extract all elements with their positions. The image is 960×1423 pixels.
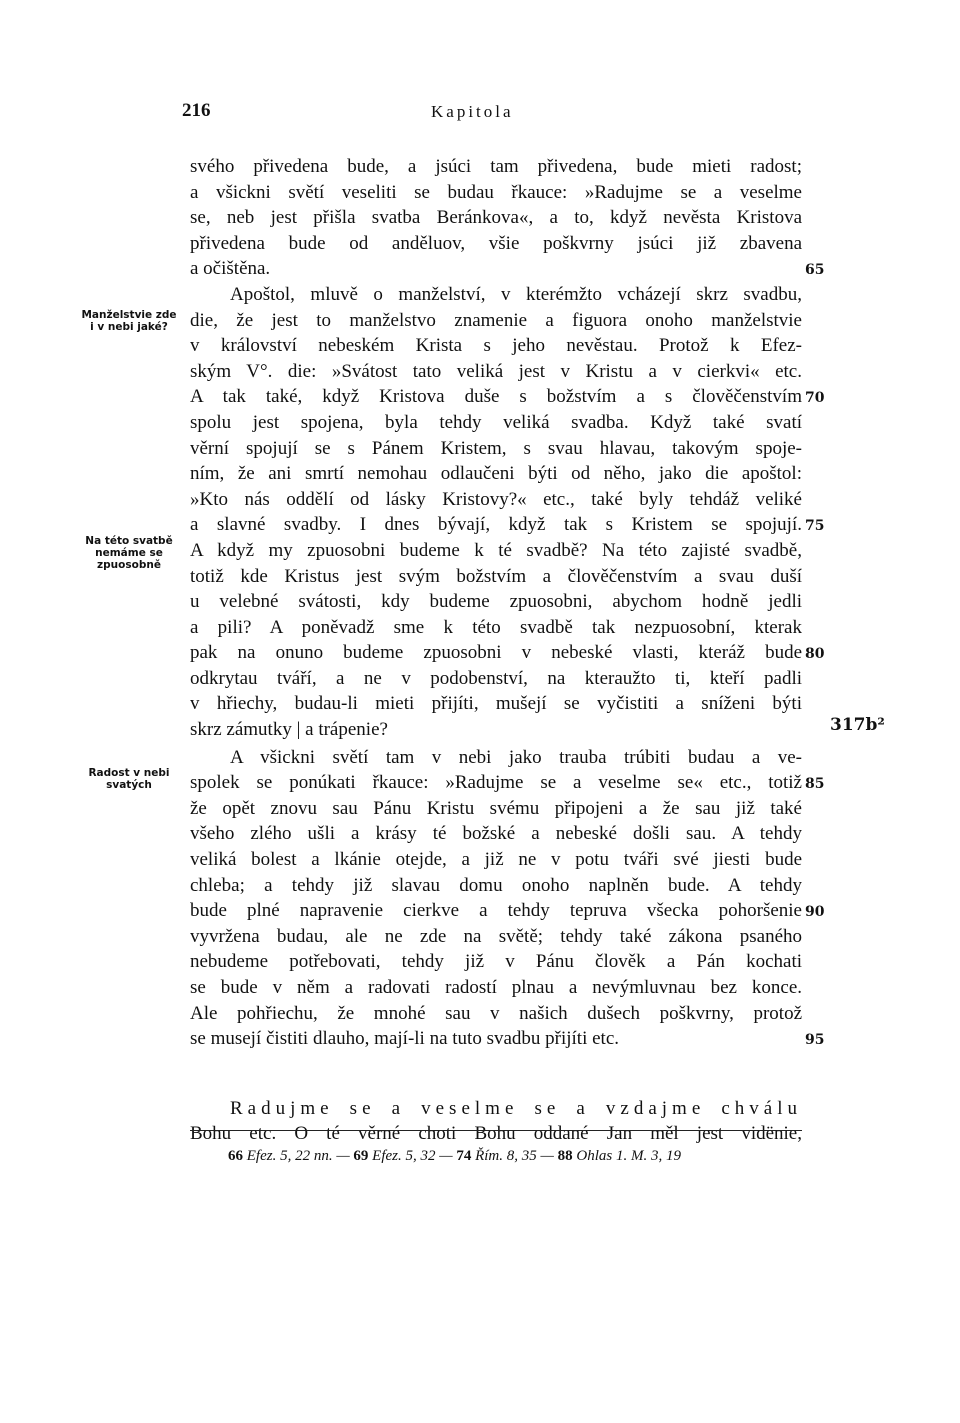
text-line: die, že jest to manželstvo znamenie a figuora onoho manželstvie bbox=[190, 309, 802, 331]
page-header bbox=[0, 100, 960, 130]
footnote-number: 66 bbox=[228, 1148, 243, 1164]
line-number: 65 bbox=[805, 262, 825, 278]
text-line: ním, že ani smrtí nemohau odlaučeni býti od něho, jako die apoštol: bbox=[190, 463, 802, 485]
text-line: vyvržena budau, ale ne zde na světě; tehdy také zákona psaného bbox=[190, 925, 802, 947]
text-line: bude plné napravenie cierkve a tehdy tepruva všecka pohoršenie bbox=[190, 900, 802, 922]
text-line: se bude v něm a radovati radostí plnau a nevýmluvnau bez konce. bbox=[190, 977, 802, 998]
text-line: odkrytau tváří, a ne v podobenství, na kteraužto ti, kteří padli bbox=[190, 667, 802, 689]
text-line: spolu jest spojena, byla tehdy veliká svadba. Když také svatí bbox=[190, 411, 802, 433]
text-line: nebudeme potřebovati, tehdy již v Pánu člověk a Pán kochati bbox=[190, 951, 802, 973]
text-line: spolek se ponúkati řkauce: »Radujme se a veselme se« etc., totiž bbox=[190, 772, 802, 794]
folio-mark: 317b² bbox=[830, 715, 885, 735]
margin-note-wedding: Na této svatbě nemáme se zpuosobně bbox=[85, 535, 173, 571]
footnote-reference: Efez. 5, 22 nn. bbox=[246, 1148, 333, 1164]
text-line: a všickni světí veseliti se budau řkauce: »Radujme se a veselme bbox=[190, 181, 802, 203]
text-line: A všickni světí tam v nebi jako trauba trúbiti budau a ve- bbox=[230, 746, 802, 768]
text-line: přivedena bude od anděluov, všie poškvrny jsúci již zbavena bbox=[190, 232, 802, 254]
line-number: 85 bbox=[805, 776, 825, 792]
footnotes bbox=[228, 1148, 681, 1165]
text-line: u velebné svátosti, kdy budeme zpuosobni, abychom hodně jedli bbox=[190, 591, 802, 613]
margin-note-joy: Radost v nebi svatých bbox=[88, 767, 170, 791]
footnote-number: 88 bbox=[557, 1148, 573, 1164]
margin-note-marriage: Manželstvie zde i v nebi jaké? bbox=[81, 309, 177, 333]
text-line: že opět znovu sau Pánu Kristu svému připojeni a že sau již také bbox=[190, 797, 802, 819]
text-line: se musejí čistiti dlauho, mají-li na tuto svadbu přijíti etc. bbox=[190, 1028, 620, 1050]
text-line: Ale pohřiechu, že mnohé sau v našich dušech poškvrny, protož bbox=[190, 1002, 802, 1024]
body-text bbox=[190, 154, 802, 1147]
line-number: 95 bbox=[805, 1032, 825, 1048]
text-line: v hřiechy, budau-li mieti přijíti, mušejí se vyčistiti a sníženi býti bbox=[190, 693, 802, 715]
footnote-separator: — bbox=[540, 1148, 554, 1164]
footnote-number: 74 bbox=[456, 1148, 472, 1164]
text-line: a pili? A poněvadž sme k této svadbě tak nezpuosobní, kterak bbox=[190, 616, 802, 638]
text-line: »Kto nás oddělí od lásky Kristovy?« etc., také byly tehdáž veliké bbox=[190, 488, 802, 510]
text-line: skrz zámutky | a trápenie? bbox=[190, 719, 388, 741]
text-line: se, neb jest přišla svatba Beránkova«, a to, když nevěsta Kristova bbox=[190, 207, 802, 229]
page-number: 216 bbox=[182, 100, 211, 121]
running-head: Kapitola bbox=[431, 102, 514, 121]
text-line: Apoštol, mluvě o manželství, v kterémžto vcházejí skrz svadbu, bbox=[230, 283, 802, 305]
line-number: 70 bbox=[805, 390, 825, 406]
text-line: veliká bolest a lkánie otejde, a již ne v potu tváři své jiesti bude bbox=[190, 849, 802, 871]
text-line: ským V°. die: »Svátost tato veliká jest v Kristu a v cierkvi« etc. bbox=[190, 360, 802, 382]
text-line: pak na onuno budeme zpuosobni v nebeské vlasti, kteráž bude bbox=[190, 642, 802, 664]
text-line: A když my zpuosobni budeme k té svadbě? Na této zajisté svadbě, bbox=[190, 539, 802, 561]
line-number: 90 bbox=[805, 904, 825, 920]
footnote-separator: — bbox=[439, 1148, 453, 1164]
text-line: chleba; a tehdy již slavau domu onoho naplněn bude. A tehdy bbox=[190, 874, 802, 896]
line-number: 80 bbox=[805, 646, 825, 662]
text-line: a očištěna. bbox=[190, 258, 271, 280]
text-line: všeho zlého ušli a krásy té božské a nebeské došli sau. A tehdy bbox=[190, 823, 802, 845]
footnote-rule bbox=[190, 1130, 802, 1131]
line-number: 75 bbox=[805, 518, 825, 534]
text-line: A tak také, když Kristova duše s božstvím a s člověčenstvím bbox=[190, 386, 802, 408]
text-line: a slavné svadby. I dnes bývají, když tak s Kristem se spojují. bbox=[190, 514, 802, 536]
text-line: Bohu etc. O té věrné choti Bohu oddané Jan měl jest vidënie, bbox=[190, 1123, 802, 1145]
footnote-reference: Ohlas 1. M. 3, 19 bbox=[576, 1148, 681, 1164]
footnote-number: 69 bbox=[353, 1148, 369, 1164]
text-line: svého přivedena bude, a jsúci tam přivedena, bude mieti radost; bbox=[190, 156, 802, 177]
text-line: věrní spojují se s Pánem Kristem, s svau hlavau, takovým spoje- bbox=[190, 437, 802, 459]
footnote-reference: Efez. 5, 32 bbox=[372, 1148, 436, 1164]
footnote-reference: Řím. 8, 35 bbox=[475, 1148, 537, 1164]
text-line: Radujme se a veselme se a vzdajme chválu bbox=[230, 1097, 802, 1119]
text-line: v království nebeském Krista s jeho nevěstau. Protož k Efez- bbox=[190, 335, 802, 357]
text-line: totiž kde Kristus jest svým božstvím a člověčenstvím a svau duší bbox=[190, 565, 802, 587]
footnote-separator: — bbox=[336, 1148, 350, 1164]
